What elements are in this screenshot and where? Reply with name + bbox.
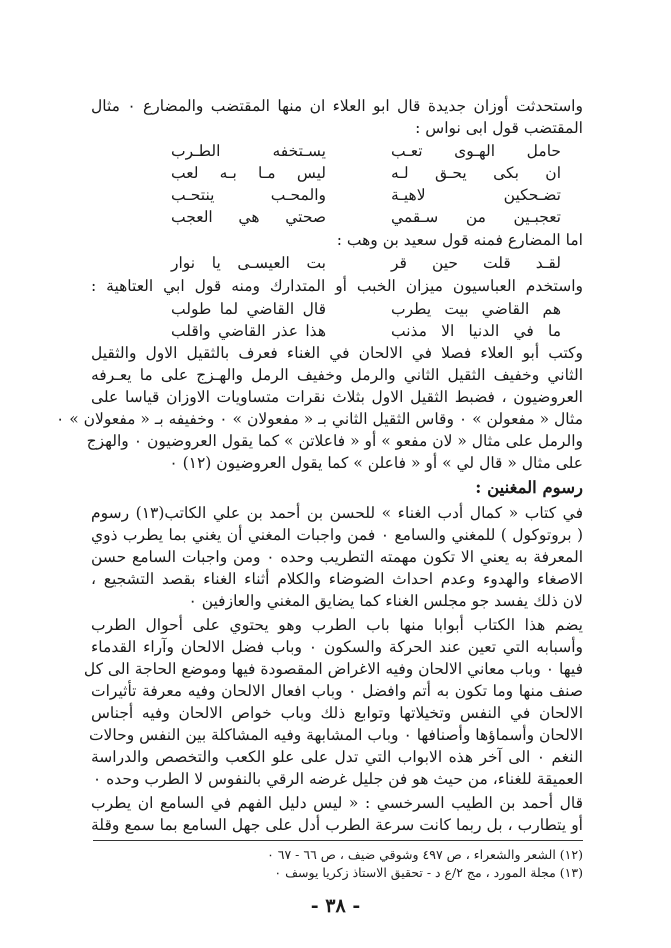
verse-3-left: والمحـب ينتحـب bbox=[171, 186, 326, 204]
para2-line-5: لان ذلك يفسد جو مجلس الغناء كما يضايق المغني والعازفين ٠ bbox=[188, 592, 583, 610]
para1-line-1: وكتب أبو العلاء فصلا في الالحان في الغناء فعرف بالثقيل الاول والثقيل bbox=[91, 344, 583, 362]
verse-3-right: تضـحكين لاهيـة bbox=[391, 186, 561, 204]
para1-line-6: على مثال « قال لي » أو « فاعلن » كما يقول العروضيون (١٢) ٠ bbox=[169, 454, 583, 472]
para1-line-2: الثاني وخفيف الثقيل الثاني والرمل وخفيف الرمل والهـزج على ما يعـرفه bbox=[91, 366, 583, 384]
para2-line-3: المعرفة به يعني الا تكون مهمته التطريب وحده ٠ ومن واجبات السامع حسن bbox=[91, 548, 584, 566]
para2-line-1: في كتاب « كمال أدب الغناء » للحسن بن أحمد بن علي الكاتب(١٣) رسوم bbox=[91, 504, 584, 522]
page-number: - ٣٨ - bbox=[310, 895, 361, 917]
abbasid-verse-1-right: هم القاضي بيت يطرب bbox=[391, 300, 561, 318]
para3-line-5: الالحان في النفس وتخيلاتها وتوابع ذلك وباب خواص الالحان وفيه أجناس bbox=[91, 704, 583, 722]
para1-line-4: مثال « مفعولن » ٠ وقاس الثقيل الثاني بـ « مفعولان » ٠ وخفيفه بـ « مفعولان » ٠ bbox=[55, 410, 583, 428]
para3-line-2: وأسبابه التي تعين عند الحركة والسكون ٠ وباب فضل الالحان وآراء القدماء bbox=[91, 638, 584, 656]
verse-1-left: يسـتخفه الطـرب bbox=[171, 142, 326, 160]
abbasid-verse-1-left: قال القاضي لما طولب bbox=[171, 300, 326, 318]
intro-line-2: المقتضب قول ابى نواس : bbox=[415, 119, 583, 137]
mudari-verse-left: بت العيسـى يا نوار bbox=[171, 254, 326, 272]
verse-4-right: تعجبـين من سـقمي bbox=[391, 208, 561, 226]
verse-2-right: ان بكى يحـق لـه bbox=[391, 164, 561, 182]
para3-line-1: يضم هذا الكتاب أبوابا منها باب الطرب وهو يحتوي على أحوال الطرب bbox=[91, 616, 583, 634]
para3-line-3: فيها ٠ وباب معاني الالحان وفيه الاغراض المقصودة فيها وموضع الحاجة الى كل bbox=[83, 660, 583, 678]
para4-line-2: أو يتطارب ، بل ربما كانت سرعة الطرب أدل على جهل السامع بما سمع وقلة bbox=[91, 816, 583, 834]
section-heading: رسوم المغنين : bbox=[475, 478, 583, 497]
para1-line-3: العروضيون ، فضبط الثقيل الاول بثلاث نقرات متساويات الاوزان قياسا على bbox=[91, 388, 583, 406]
para2-line-2: ( بروتوكول ) للمغني والسامع ٠ فمن واجبات المغني أن يغني بما يطرب ذوي bbox=[91, 526, 584, 544]
para3-line-7: النغم ٠ الى آخر هذه الابواب التي تدل على علو الكعب والتخصص والدراسة bbox=[91, 748, 583, 766]
abbasid-line: واستخدم العباسيون ميزان الخبب أو المتدارك ومنه قول ابي العتاهية : bbox=[91, 277, 583, 295]
para4-line-1: قال أحمد بن الطيب السرخسي : « ليس دليل الفهم في السامع ان يطرب bbox=[91, 794, 583, 812]
para3-line-6: الالحان وأسماؤها وأصنافها ٠ وباب المشابهة وفيه المشاكلة بين النفس وحالات bbox=[88, 726, 583, 744]
verse-4-left: صحتي هي العجب bbox=[171, 208, 326, 226]
footnote-divider bbox=[93, 840, 583, 841]
mudari-line: اما المضارع فمنه قول سعيد بن وهب : bbox=[336, 231, 583, 249]
mudari-verse-right: لقـد قلت حين قر bbox=[391, 254, 561, 272]
abbasid-verse-2-right: ما في الدنيا الا مذنب bbox=[391, 322, 561, 340]
intro-line-1: واستحدثت أوزان جديدة قال ابو العلاء ان منها المقتضب والمضارع ٠ مثال bbox=[91, 97, 583, 115]
abbasid-verse-2-left: هذا عذر القاضي واقلب bbox=[171, 322, 326, 340]
para2-line-4: الاصغاء والهدوء وعدم احداث الضوضاء والكلام أثناء الغناء بقصد التشجيع ، bbox=[91, 570, 583, 588]
para1-line-5: والرمل على مثال « لان مفعو » أو « فاعلاتن » كما يقول العروضيون ٠ والهزج bbox=[86, 432, 583, 450]
para3-line-4: صنف منها وما تكون به أتم وافضل ٠ وباب افعال الالحان وفيه معرفة تأثيرات bbox=[91, 682, 584, 700]
para3-line-8: العميقة للغناء، من حيث هو فن جليل غرضه الرقي بالنفوس لا الطرب وحده ٠ bbox=[92, 770, 583, 788]
verse-2-left: ليس مـا بـه لعب bbox=[171, 164, 326, 182]
footnote-12: (١٢) الشعر والشعراء ، ص ٤٩٧ وشوقي ضيف ، ص ٦٦ - ٦٧ ٠ bbox=[267, 847, 583, 862]
verse-1-right: حامل الهـوى تعـب bbox=[391, 142, 561, 160]
footnote-13: (١٣) مجلة المورد ، مج ٢/ع د - تحقيق الاستاذ زكريا يوسف ٠ bbox=[274, 865, 583, 880]
